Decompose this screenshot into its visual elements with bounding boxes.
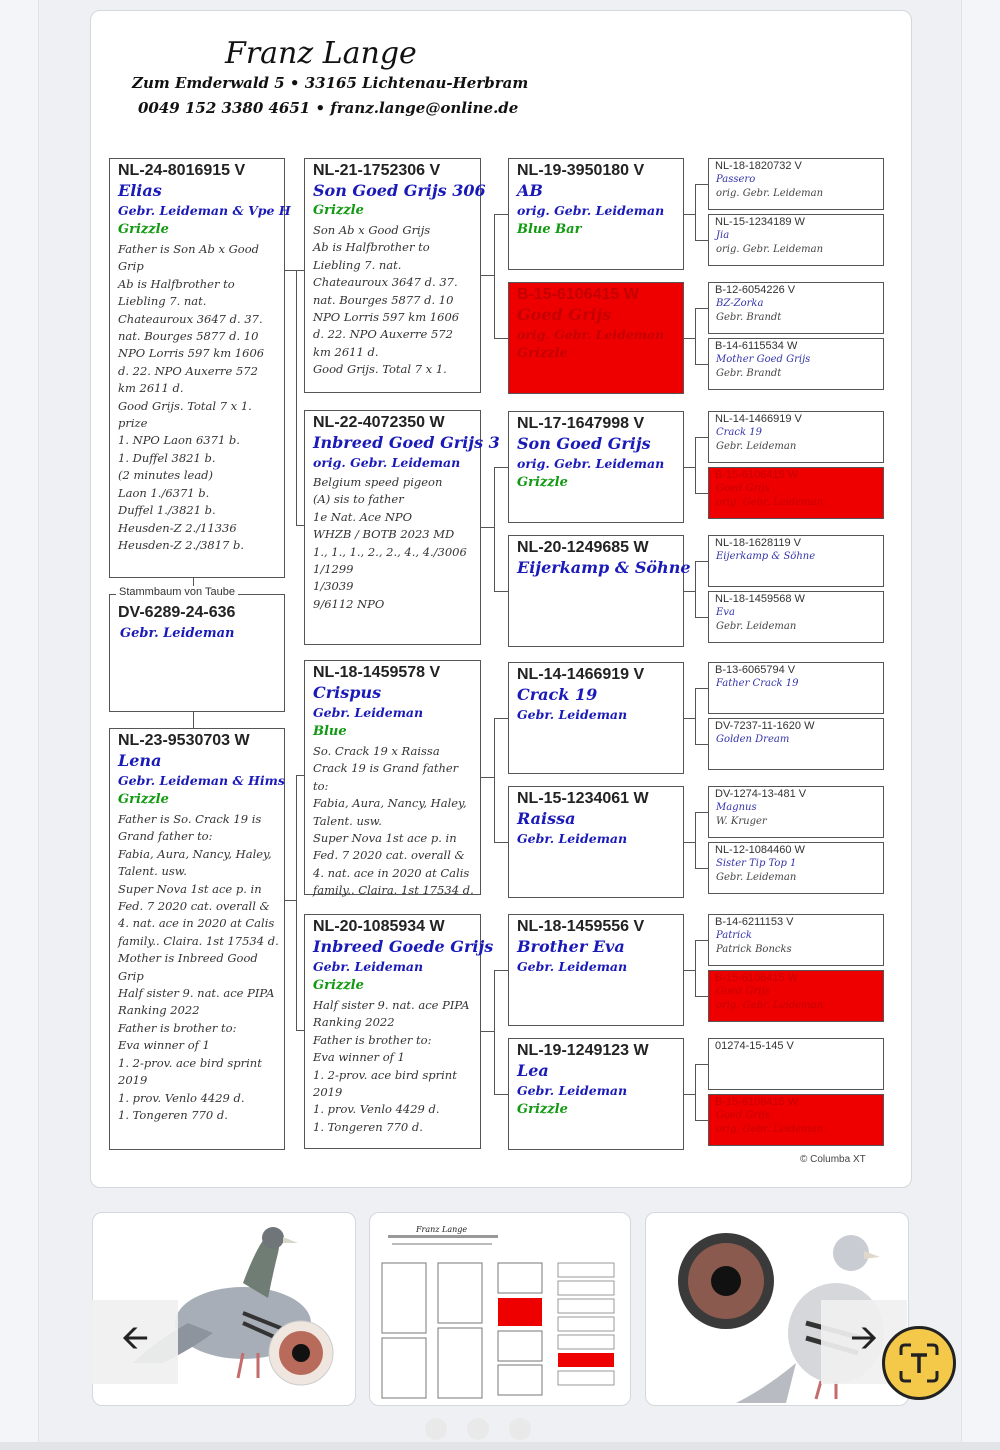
- c4-box[interactable]: [708, 970, 884, 1022]
- breeder-name: Gebr. Leideman: [716, 872, 797, 883]
- connector-line: [494, 1094, 508, 1095]
- note-line: Ranking 2022: [118, 1003, 200, 1018]
- note-line: 1/1299: [313, 562, 354, 577]
- note-line: 1. 2-prov. ace bird sprint: [313, 1067, 457, 1082]
- c4-box[interactable]: [708, 535, 884, 587]
- connector-line: [695, 940, 708, 941]
- ring-number: NL-20-1085934 W: [313, 918, 445, 935]
- note-line: NPO Lorris 597 km 1606: [313, 310, 460, 325]
- connector-line: [494, 718, 508, 719]
- mini-title: Franz Lange: [416, 1225, 468, 1234]
- c3-box[interactable]: [508, 535, 691, 647]
- pigeon-notes: [305, 741, 480, 900]
- note-line: Ab is Halfbrother to: [313, 240, 430, 255]
- breeder-name: orig. Gebr. Leideman: [716, 497, 824, 508]
- c4-box[interactable]: [708, 914, 884, 966]
- note-line: Grip: [118, 968, 144, 983]
- right-gutter: [961, 0, 1000, 1450]
- pigeon-name: Lena: [118, 751, 162, 770]
- ring-number: B-14-6211153 V: [715, 916, 794, 928]
- note-line: 1. 2-prov. ace bird sprint: [118, 1055, 262, 1070]
- pigeon-name: Crack 19: [517, 685, 598, 704]
- breeder-name: Gebr. Leideman & Vpe H: [118, 203, 291, 218]
- connector-line: [494, 718, 495, 842]
- c4-box[interactable]: [708, 282, 884, 334]
- breeder-name: Gebr. Leideman: [517, 707, 628, 722]
- note-line: WHZB / BOTB 2023 MD: [313, 527, 455, 542]
- thumbnail-pedigree[interactable]: [369, 1212, 631, 1406]
- connector-line: [695, 184, 696, 240]
- carousel-dot[interactable]: [467, 1418, 489, 1440]
- pigeon-color: Grizzle: [517, 1102, 568, 1117]
- carousel-dots: [425, 1418, 531, 1440]
- c1-box[interactable]: [109, 158, 291, 578]
- connector-line: [695, 940, 696, 996]
- pigeon-notes: [110, 809, 284, 1124]
- connector-line: [193, 712, 194, 728]
- note-line: Chateauroux 3647 d. 37.: [313, 275, 458, 290]
- pigeon-color: Grizzle: [118, 222, 169, 237]
- connector-line: [695, 561, 708, 562]
- breeder-name: Gebr. Leideman: [517, 959, 628, 974]
- c3-box[interactable]: [508, 662, 684, 774]
- ring-number: B-14-6115534 W: [715, 340, 798, 352]
- connector-line: [296, 525, 304, 526]
- note-line: Ranking 2022: [313, 1015, 395, 1030]
- connector-line: [695, 688, 696, 744]
- ring-number: NL-23-9530703 W: [118, 732, 250, 749]
- connector-line: [695, 437, 696, 493]
- note-line: nat. Bourges 5877 d. 10: [313, 292, 454, 307]
- c2-box[interactable]: [304, 914, 494, 1149]
- c4-box[interactable]: [708, 662, 884, 714]
- ring-number: NL-14-1466919 V: [715, 413, 802, 425]
- pigeon-name: Elias: [118, 181, 162, 200]
- pigeon-name: Goed Grijs: [517, 305, 612, 324]
- ring-number: NL-24-8016915 V: [118, 162, 246, 179]
- note-line: Grip: [118, 259, 144, 274]
- note-line: Mother is Inbreed Good: [118, 951, 258, 966]
- ring-number: NL-18-1459578 V: [313, 664, 441, 681]
- note-line: 1. Duffel 3821 b.: [118, 450, 216, 465]
- arrow-right-icon: 🡪: [850, 1318, 878, 1357]
- note-line: 1. Tongeren 770 d.: [118, 1107, 228, 1122]
- note-line: d. 22. NPO Auxerre 572: [313, 327, 453, 342]
- c3-box[interactable]: [508, 786, 684, 898]
- note-line: Fed. 7 2020 cat. overall &: [313, 848, 465, 863]
- c4-box[interactable]: [708, 1094, 884, 1146]
- pigeon-notes: [305, 472, 480, 613]
- pigeon-name: Son Goed Grijs 306: [313, 181, 486, 200]
- c4-box[interactable]: [708, 786, 884, 838]
- connector-line: [695, 364, 708, 365]
- connector-line: [494, 214, 508, 215]
- breeder-name: orig. Gebr. Leideman: [716, 188, 824, 199]
- breeder-name: orig. Gebr. Leideman: [716, 1000, 824, 1011]
- connector-line: [695, 688, 708, 689]
- pigeon-notes: [305, 995, 480, 1136]
- connector-line: [695, 868, 708, 869]
- note-line: 4. nat. ace in 2020 at Calis: [313, 865, 470, 880]
- breeder-name: Gebr. Leideman: [313, 959, 424, 974]
- note-line: km 2611 d.: [313, 344, 379, 359]
- subject-ring: DV-6289-24-636: [118, 604, 236, 621]
- pigeon-name: Jia: [716, 230, 730, 241]
- subject-breeder: Gebr. Leideman: [120, 626, 235, 641]
- pigeon-notes: [110, 239, 284, 554]
- note-line: NPO Lorris 597 km 1606: [118, 346, 265, 361]
- c4-box[interactable]: [708, 842, 884, 894]
- ring-number: B-15-6106415 W: [715, 972, 799, 984]
- connector-line: [296, 1030, 304, 1031]
- breeder-name: orig. Gebr. Leideman: [517, 203, 665, 218]
- note-line: Father is So. Crack 19 is: [118, 812, 262, 826]
- connector-line: [494, 467, 495, 591]
- breeder-name: orig. Gebr. Leideman: [716, 1124, 824, 1135]
- pigeon-name: Sister Tip Top 1: [716, 858, 797, 869]
- breeder-name: orig. Gebr. Leideman: [517, 456, 665, 471]
- note-line: Talent. usw.: [118, 864, 187, 879]
- note-line: Father is brother to:: [118, 1020, 237, 1035]
- ring-number: NL-19-3950180 V: [517, 162, 645, 179]
- breeder-name: Gebr. Leideman: [313, 705, 424, 720]
- pigeon-notes: [305, 220, 480, 379]
- connector-line: [296, 270, 297, 525]
- connector-line: [695, 1064, 708, 1065]
- owner-contact: 0049 152 3380 4651 • franz.lange@online.de: [138, 99, 519, 117]
- pigeon-name: Magnus: [716, 802, 757, 813]
- pigeon-name: Golden Dream: [716, 734, 790, 745]
- previous-arrow-button[interactable]: [92, 1300, 178, 1384]
- pigeon-name: Inbreed Goede Grijs: [313, 937, 494, 956]
- note-line: 1e Nat. Ace NPO: [313, 509, 413, 524]
- connector-line: [695, 812, 696, 868]
- c4-box[interactable]: [708, 214, 884, 266]
- note-line: (A) sis to father: [313, 492, 404, 507]
- connector-line: [494, 467, 508, 468]
- note-line: 2019: [313, 1085, 343, 1100]
- breeder-name: orig. Gebr. Leideman: [517, 327, 665, 342]
- c4-box[interactable]: [708, 1038, 884, 1090]
- ring-number: NL-17-1647998 V: [517, 415, 645, 432]
- pigeon-name: Goed Grijs: [716, 483, 770, 494]
- note-line: 1. prov. Venlo 4429 d.: [313, 1102, 440, 1117]
- pigeon-name: Goed Grijs: [716, 986, 770, 997]
- note-line: Liebling 7. nat.: [118, 294, 207, 309]
- ring-number: NL-12-1084460 W: [715, 844, 805, 856]
- ring-number: DV-1274-13-481 V: [715, 788, 807, 800]
- connector-line: [695, 812, 708, 813]
- note-line: Super Nova 1st ace p. in: [118, 881, 262, 896]
- connector-line: [494, 591, 508, 592]
- note-line: family.. Claira. 1st 17534 d.: [313, 883, 474, 898]
- note-line: Father is Son Ab x Good: [118, 242, 259, 256]
- connector-line: [695, 184, 708, 185]
- note-line: nat. Bourges 5877 d. 10: [118, 329, 259, 344]
- note-line: Liebling 7. nat.: [313, 257, 402, 272]
- connector-line: [695, 617, 708, 618]
- note-line: 4. nat. ace in 2020 at Calis: [118, 916, 275, 931]
- note-line: Talent. usw.: [313, 813, 382, 828]
- connector-line: [481, 275, 495, 276]
- connector-line: [695, 240, 708, 241]
- c4-box[interactable]: [708, 411, 884, 463]
- pigeon-name: Son Goed Grijs: [517, 434, 651, 453]
- note-line: Crack 19 is Grand father to:: [313, 761, 459, 793]
- connector-line: [695, 996, 708, 997]
- note-line: Son Ab x Good Grijs: [313, 223, 431, 237]
- c3-box[interactable]: [508, 411, 684, 523]
- pigeon-color: Blue Bar: [517, 222, 582, 237]
- pigeon-name: Mother Goed Grijs: [716, 354, 811, 365]
- connector-line: [494, 842, 508, 843]
- note-line: Ab is Halfbrother to: [118, 276, 235, 291]
- c3-box[interactable]: [508, 282, 684, 394]
- pigeon-color: Blue: [313, 724, 347, 739]
- note-line: family.. Claira. 1st 17534 d.: [118, 933, 279, 948]
- note-line: 1., 1., 1., 2., 2., 4., 4./3006: [313, 544, 467, 559]
- connector-line: [296, 775, 297, 1030]
- note-line: Good Grijs. Total 7 x 1.: [313, 362, 447, 377]
- note-line: Eva winner of 1: [118, 1038, 210, 1053]
- c3-box[interactable]: [508, 914, 684, 1026]
- breeder-name: Gebr. Leideman: [517, 831, 628, 846]
- note-line: (2 minutes lead): [118, 468, 214, 483]
- pigeon-name: AB: [517, 181, 543, 200]
- pigeon-name: Father Crack 19: [716, 678, 799, 689]
- text-scan-icon: [897, 1341, 941, 1385]
- note-line: 1/3039: [313, 579, 354, 594]
- text-recognition-button[interactable]: [882, 1326, 956, 1400]
- note-line: Chateauroux 3647 d. 37.: [118, 311, 263, 326]
- note-line: Fed. 7 2020 cat. overall &: [118, 899, 270, 914]
- ring-number: NL-21-1752306 V: [313, 162, 441, 179]
- note-line: 1. NPO Laon 6371 b.: [118, 433, 240, 448]
- breeder-name: Gebr. Leideman: [716, 621, 797, 632]
- ring-number: B-12-6054226 V: [715, 284, 796, 296]
- ring-number: NL-18-1628119 V: [715, 537, 802, 549]
- breeder-name: orig. Gebr. Leideman: [716, 244, 824, 255]
- note-line: 2019: [118, 1073, 148, 1088]
- c4-box[interactable]: [708, 338, 884, 390]
- pigeon-color: Grizzle: [517, 346, 568, 361]
- note-line: 1. prov. Venlo 4429 d.: [118, 1090, 245, 1105]
- ring-number: B-15-6106415 W: [715, 1096, 799, 1108]
- ring-number: NL-14-1466919 V: [517, 666, 645, 683]
- bottom-scrollbar[interactable]: [0, 1442, 1000, 1450]
- ring-number: NL-18-1820732 V: [715, 160, 802, 172]
- pigeon-color: Grizzle: [517, 475, 568, 490]
- note-line: Heusden-Z 2./3817 b.: [118, 537, 245, 552]
- connector-line: [695, 308, 708, 309]
- breeder-name: Gebr. Brandt: [716, 368, 782, 379]
- note-line: Belgium speed pigeon: [313, 475, 443, 489]
- carousel-dot[interactable]: [509, 1418, 531, 1440]
- carousel-dot[interactable]: [425, 1418, 447, 1440]
- note-line: Good Grijs. Total 7 x 1.: [118, 398, 252, 413]
- breeder-name: Patrick Boncks: [716, 944, 792, 955]
- ring-number: NL-20-1249685 W: [517, 539, 649, 556]
- connector-line: [494, 214, 495, 338]
- note-line: Half sister 9. nat. ace PIPA: [313, 998, 470, 1012]
- left-gutter: [0, 0, 39, 1450]
- c2-box[interactable]: [304, 158, 486, 393]
- owner-address: Zum Emderwald 5 • 33165 Lichtenau-Herbram: [132, 74, 529, 92]
- pigeon-color: Grizzle: [313, 978, 364, 993]
- pigeon-name: Passero: [716, 174, 756, 185]
- pigeon-name: Raissa: [517, 809, 576, 828]
- pigeon-name: Patrick: [716, 930, 752, 941]
- breeder-name: Gebr. Leideman: [517, 1083, 628, 1098]
- ring-number: NL-15-1234189 W: [715, 216, 805, 228]
- c2-box[interactable]: [304, 410, 500, 645]
- breeder-name: W. Kruger: [716, 816, 767, 827]
- c4-box[interactable]: [708, 158, 884, 210]
- note-line: Heusden-Z 2./11336: [118, 520, 237, 535]
- connector-line: [494, 970, 495, 1094]
- ring-number: 01274-15-145 V: [715, 1040, 794, 1052]
- pigeon-name: Crispus: [313, 683, 382, 702]
- pigeon-name: Eva: [716, 607, 735, 618]
- connector-line: [494, 338, 508, 339]
- pigeon-name: Inbreed Goed Grijs 3: [313, 433, 500, 452]
- connector-line: [296, 775, 304, 776]
- mini-pedigree-graphic: [370, 1213, 630, 1405]
- note-line: Grand father to:: [118, 829, 213, 844]
- note-line: d. 22. NPO Auxerre 572: [118, 363, 258, 378]
- pigeon-name: BZ-Zorka: [716, 298, 764, 309]
- ring-number: B-13-6065794 V: [715, 664, 796, 676]
- note-line: Father is brother to:: [313, 1032, 432, 1047]
- pigeon-color: Grizzle: [118, 792, 169, 807]
- pigeon-color: Grizzle: [313, 203, 364, 218]
- c4-box[interactable]: [708, 591, 884, 643]
- breeder-name: Gebr. Leideman: [716, 441, 797, 452]
- connector-line: [695, 1064, 696, 1120]
- note-line: Half sister 9. nat. ace PIPA: [118, 986, 275, 1001]
- c1-box[interactable]: [109, 728, 285, 1150]
- connector-line: [494, 970, 508, 971]
- connector-line: [695, 561, 696, 617]
- connector-line: [481, 527, 495, 528]
- pigeon-name: Crack 19: [716, 427, 762, 438]
- pigeon-name: Lea: [517, 1061, 549, 1080]
- breeder-name: Gebr. Brandt: [716, 312, 782, 323]
- ring-number: NL-22-4072350 W: [313, 414, 445, 431]
- ring-number: NL-19-1249123 W: [517, 1042, 649, 1059]
- note-line: So. Crack 19 x Raissa: [313, 744, 440, 758]
- connector-line: [695, 1120, 708, 1121]
- note-line: Fabia, Aura, Nancy, Haley,: [118, 846, 272, 861]
- pigeon-name: Brother Eva: [517, 937, 625, 956]
- subject-label: Stammbaum von Taube: [116, 586, 238, 598]
- c4-box[interactable]: [708, 467, 884, 519]
- connector-line: [695, 744, 708, 745]
- note-line: prize: [118, 416, 148, 431]
- owner-name: Franz Lange: [225, 36, 417, 71]
- pigeon-name: Eijerkamp & Söhne: [517, 558, 691, 577]
- note-line: Laon 1./6371 b.: [118, 485, 210, 500]
- note-line: Fabia, Aura, Nancy, Haley,: [313, 796, 467, 811]
- pigeon-name: Eijerkamp & Söhne: [716, 551, 816, 562]
- ring-number: NL-18-1459556 V: [517, 918, 645, 935]
- breeder-name: orig. Gebr. Leideman: [313, 455, 461, 470]
- ring-number: B-15-6106415 W: [715, 469, 799, 481]
- connector-line: [695, 493, 708, 494]
- pigeon-name: Goed Grijs: [716, 1110, 770, 1121]
- note-line: 1. Tongeren 770 d.: [313, 1119, 423, 1134]
- ring-number: B-15-6106415 W: [517, 286, 639, 303]
- note-line: Super Nova 1st ace p. in: [313, 831, 457, 846]
- connector-line: [296, 270, 304, 271]
- breeder-name: Gebr. Leideman & Hims: [118, 773, 285, 788]
- ring-number: NL-15-1234061 W: [517, 790, 649, 807]
- note-line: Duffel 1./3821 b.: [118, 503, 216, 518]
- ring-number: DV-7237-11-1620 W: [715, 720, 815, 732]
- c3-box[interactable]: [508, 1038, 684, 1150]
- c4-box[interactable]: [708, 718, 884, 770]
- connector-line: [481, 777, 495, 778]
- c2-box[interactable]: [304, 660, 481, 898]
- copyright: © Columba XT: [800, 1154, 866, 1165]
- connector-line: [695, 308, 696, 364]
- note-line: Eva winner of 1: [313, 1050, 405, 1065]
- ring-number: NL-18-1459568 W: [715, 593, 805, 605]
- note-line: km 2611 d.: [118, 381, 184, 396]
- note-line: 9/6112 NPO: [313, 596, 385, 611]
- connector-line: [481, 1031, 495, 1032]
- c3-box[interactable]: [508, 158, 684, 270]
- connector-line: [695, 437, 708, 438]
- arrow-left-icon: 🡨: [121, 1318, 149, 1357]
